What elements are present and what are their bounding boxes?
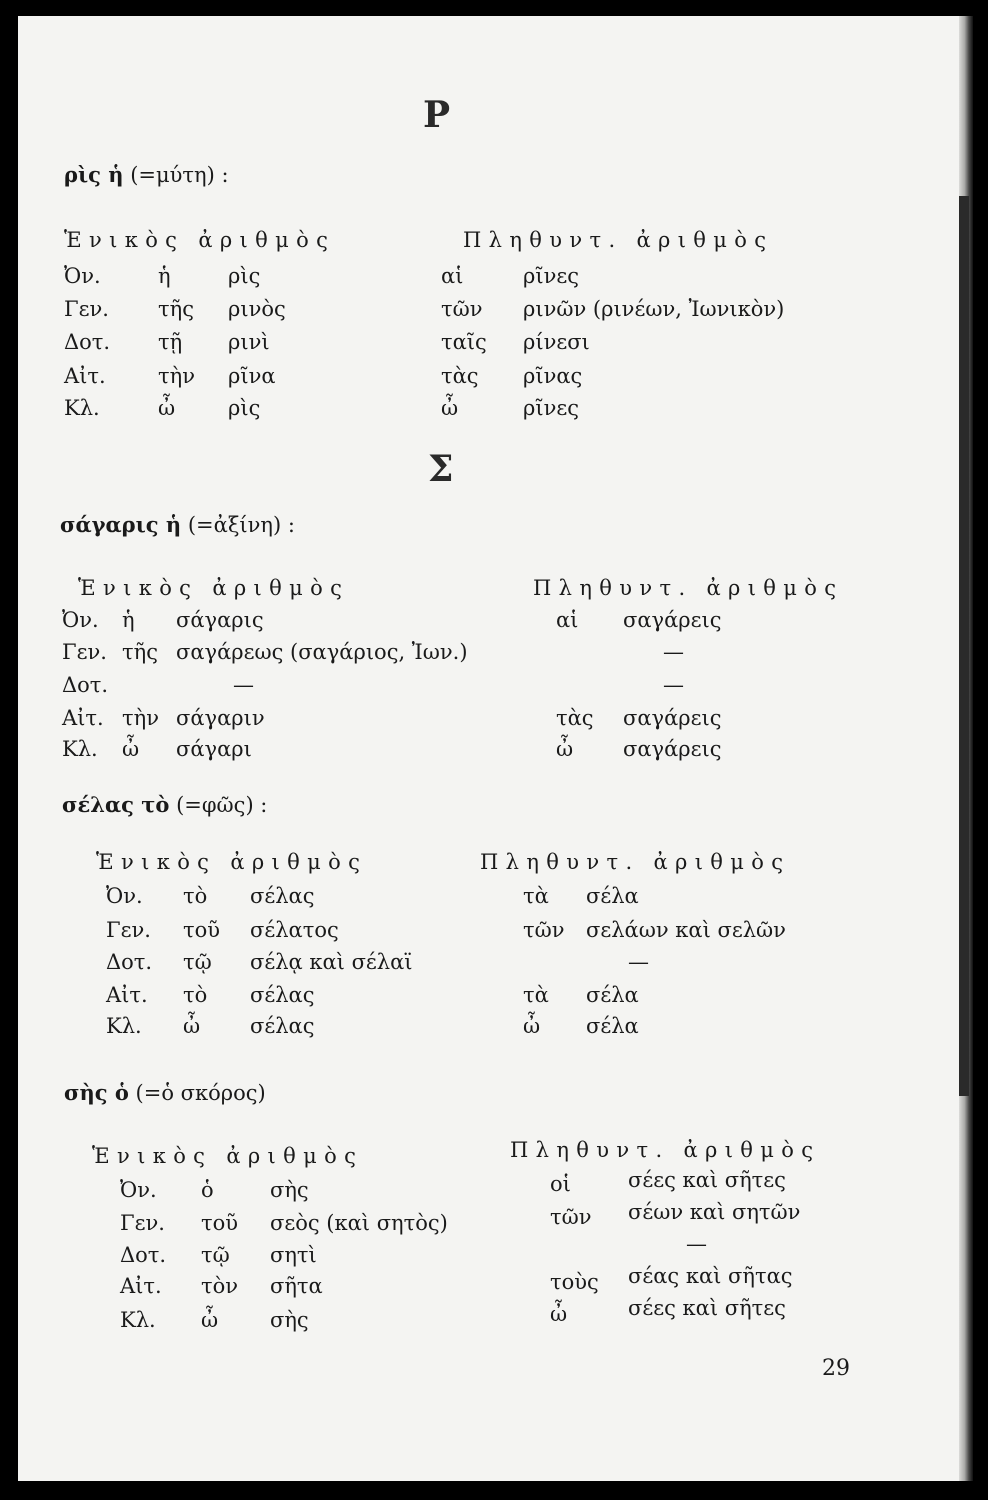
singular-article: τοῦ — [201, 1211, 239, 1235]
plural-form: σαγάρεις — [623, 706, 722, 730]
singular-form: σέλας — [250, 884, 315, 908]
plural-form: σέλα — [586, 884, 639, 908]
singular-form: σέλας — [250, 1014, 315, 1038]
singular-article: τῆς — [158, 297, 194, 321]
page-edge-shadow — [959, 196, 969, 1096]
case-label: Αἰτ. — [106, 983, 148, 1007]
singular-form: ρινὸς — [228, 297, 286, 321]
plural-header: Πληθυντ. ἀριθμὸς — [533, 576, 844, 600]
singular-form: σέλατος — [250, 918, 339, 942]
plural-article: τὰς — [441, 364, 479, 388]
singular-form: σεὸς (καὶ σητὸς) — [270, 1211, 448, 1235]
entry-heading — [60, 512, 295, 537]
page-number: 29 — [822, 1356, 850, 1381]
singular-form: σάγαρι — [176, 737, 252, 761]
case-label: Δοτ. — [106, 950, 153, 974]
case-label: Γεν. — [120, 1211, 165, 1235]
plural-form: — — [628, 950, 649, 974]
plural-article: οἱ — [550, 1172, 571, 1196]
case-label: Ὀν. — [106, 884, 143, 908]
plural-article: τὰ — [523, 983, 549, 1007]
singular-form: ρὶς — [228, 396, 261, 420]
singular-article: τὸν — [201, 1274, 239, 1298]
plural-form: ρῖνες — [523, 396, 579, 420]
case-label: Αἰτ. — [64, 364, 106, 388]
case-label: Κλ. — [120, 1308, 156, 1332]
singular-article: ὦ — [122, 737, 140, 761]
plural-form: — — [686, 1232, 707, 1256]
plural-form: ρίνεσι — [523, 330, 590, 354]
plural-article: αἱ — [441, 264, 464, 288]
singular-form: σῆτα — [270, 1274, 323, 1298]
case-label: Αἰτ. — [120, 1274, 162, 1298]
singular-form: σὴς — [270, 1178, 309, 1202]
singular-form: ρινὶ — [228, 330, 270, 354]
case-label: Δοτ. — [120, 1243, 167, 1267]
case-label: Γεν. — [64, 297, 109, 321]
plural-form: σαγάρεις — [623, 608, 722, 632]
case-label: Δοτ. — [64, 330, 111, 354]
singular-form: σαγάρεως (σαγάριος, Ἰων.) — [176, 640, 468, 664]
gloss: (=φῶς) : — [176, 793, 268, 817]
singular-article: τοῦ — [183, 918, 221, 942]
plural-article: ταῖς — [441, 330, 487, 354]
gloss: (=μύτη) : — [130, 163, 229, 187]
singular-form: σὴς — [270, 1308, 309, 1332]
plural-article: τῶν — [523, 918, 565, 942]
singular-form: σέλᾳ καὶ σέλαϊ — [250, 950, 413, 974]
singular-form: — — [233, 673, 254, 697]
singular-article: τῷ — [201, 1243, 230, 1267]
singular-article: ὦ — [183, 1014, 201, 1038]
singular-header: Ἑνικὸς ἀριθμὸς — [92, 1144, 364, 1168]
plural-form: ρῖνες — [523, 264, 579, 288]
plural-article: τὰς — [556, 706, 594, 730]
plural-article: ὦ — [556, 737, 574, 761]
singular-header: Ἑνικὸς ἀριθμὸς — [64, 228, 336, 252]
case-label: Αἰτ. — [62, 706, 104, 730]
plural-article: τῶν — [441, 297, 483, 321]
singular-form: σέλας — [250, 983, 315, 1007]
entry-heading — [64, 1080, 266, 1105]
case-label: Κλ. — [62, 737, 98, 761]
case-label: Κλ. — [64, 396, 100, 420]
case-label: Γεν. — [106, 918, 151, 942]
plural-form: σέλα — [586, 983, 639, 1007]
singular-article: τὸ — [183, 983, 208, 1007]
singular-article: τῇ — [158, 330, 183, 354]
headword: σάγαρις ἡ — [60, 512, 182, 537]
singular-article: ἡ — [158, 264, 171, 288]
plural-form: σέας καὶ σῆτας — [628, 1264, 793, 1288]
plural-form: — — [663, 640, 684, 664]
section-letter: Ρ — [423, 94, 451, 136]
plural-form: ρινῶν (ρινέων, Ἰωνικὸν) — [523, 297, 785, 321]
singular-article: ὦ — [158, 396, 176, 420]
case-label: Ὀν. — [64, 264, 101, 288]
singular-header: Ἑνικὸς ἀριθμὸς — [78, 576, 350, 600]
plural-article: ὦ — [441, 396, 459, 420]
entry-heading — [64, 162, 229, 187]
headword: σὴς ὁ — [64, 1080, 129, 1105]
plural-header: Πληθυντ. ἀριθμὸς — [510, 1138, 821, 1162]
singular-form: σητὶ — [270, 1243, 317, 1267]
plural-form: — — [663, 673, 684, 697]
singular-form: σάγαριν — [176, 706, 265, 730]
gloss: (=ὁ σκόρος) — [135, 1081, 266, 1105]
plural-article: τοὺς — [550, 1270, 599, 1294]
plural-header: Πληθυντ. ἀριθμὸς — [463, 228, 774, 252]
case-label: Κλ. — [106, 1014, 142, 1038]
plural-header: Πληθυντ. ἀριθμὸς — [480, 850, 791, 874]
singular-form: ρῖνα — [228, 364, 276, 388]
singular-header: Ἑνικὸς ἀριθμὸς — [96, 850, 368, 874]
plural-article: τῶν — [550, 1205, 592, 1229]
headword: ρὶς ἡ — [64, 162, 124, 187]
plural-article: αἱ — [556, 608, 579, 632]
case-label: Δοτ. — [62, 673, 109, 697]
case-label: Ὀν. — [120, 1178, 157, 1202]
singular-article: τῷ — [183, 950, 212, 974]
plural-form: σελάων καὶ σελῶν — [586, 918, 786, 942]
plural-form: σαγάρεις — [623, 737, 722, 761]
headword: σέλας τὸ — [62, 792, 170, 817]
plural-form: σέλα — [586, 1014, 639, 1038]
plural-article: τὰ — [523, 884, 549, 908]
entry-heading — [62, 792, 267, 817]
singular-article: τὴν — [122, 706, 159, 730]
plural-form: σέες καὶ σῆτες — [628, 1168, 786, 1192]
singular-article: ἡ — [122, 608, 135, 632]
plural-article: ὦ — [550, 1302, 568, 1326]
singular-article: τὸ — [183, 884, 208, 908]
plural-form: σέων καὶ σητῶν — [628, 1200, 801, 1224]
section-letter: Σ — [428, 448, 454, 490]
singular-form: ρὶς — [228, 264, 261, 288]
case-label: Ὀν. — [62, 608, 99, 632]
singular-article: ὁ — [201, 1178, 214, 1202]
singular-article: τῆς — [122, 640, 158, 664]
book-page — [18, 16, 973, 1481]
plural-form: ρῖνας — [523, 364, 583, 388]
plural-form: σέες καὶ σῆτες — [628, 1296, 786, 1320]
singular-form: σάγαρις — [176, 608, 264, 632]
case-label: Γεν. — [62, 640, 107, 664]
singular-article: τὴν — [158, 364, 195, 388]
singular-article: ὦ — [201, 1308, 219, 1332]
plural-article: ὦ — [523, 1014, 541, 1038]
gloss: (=ἀξίνη) : — [187, 513, 295, 537]
